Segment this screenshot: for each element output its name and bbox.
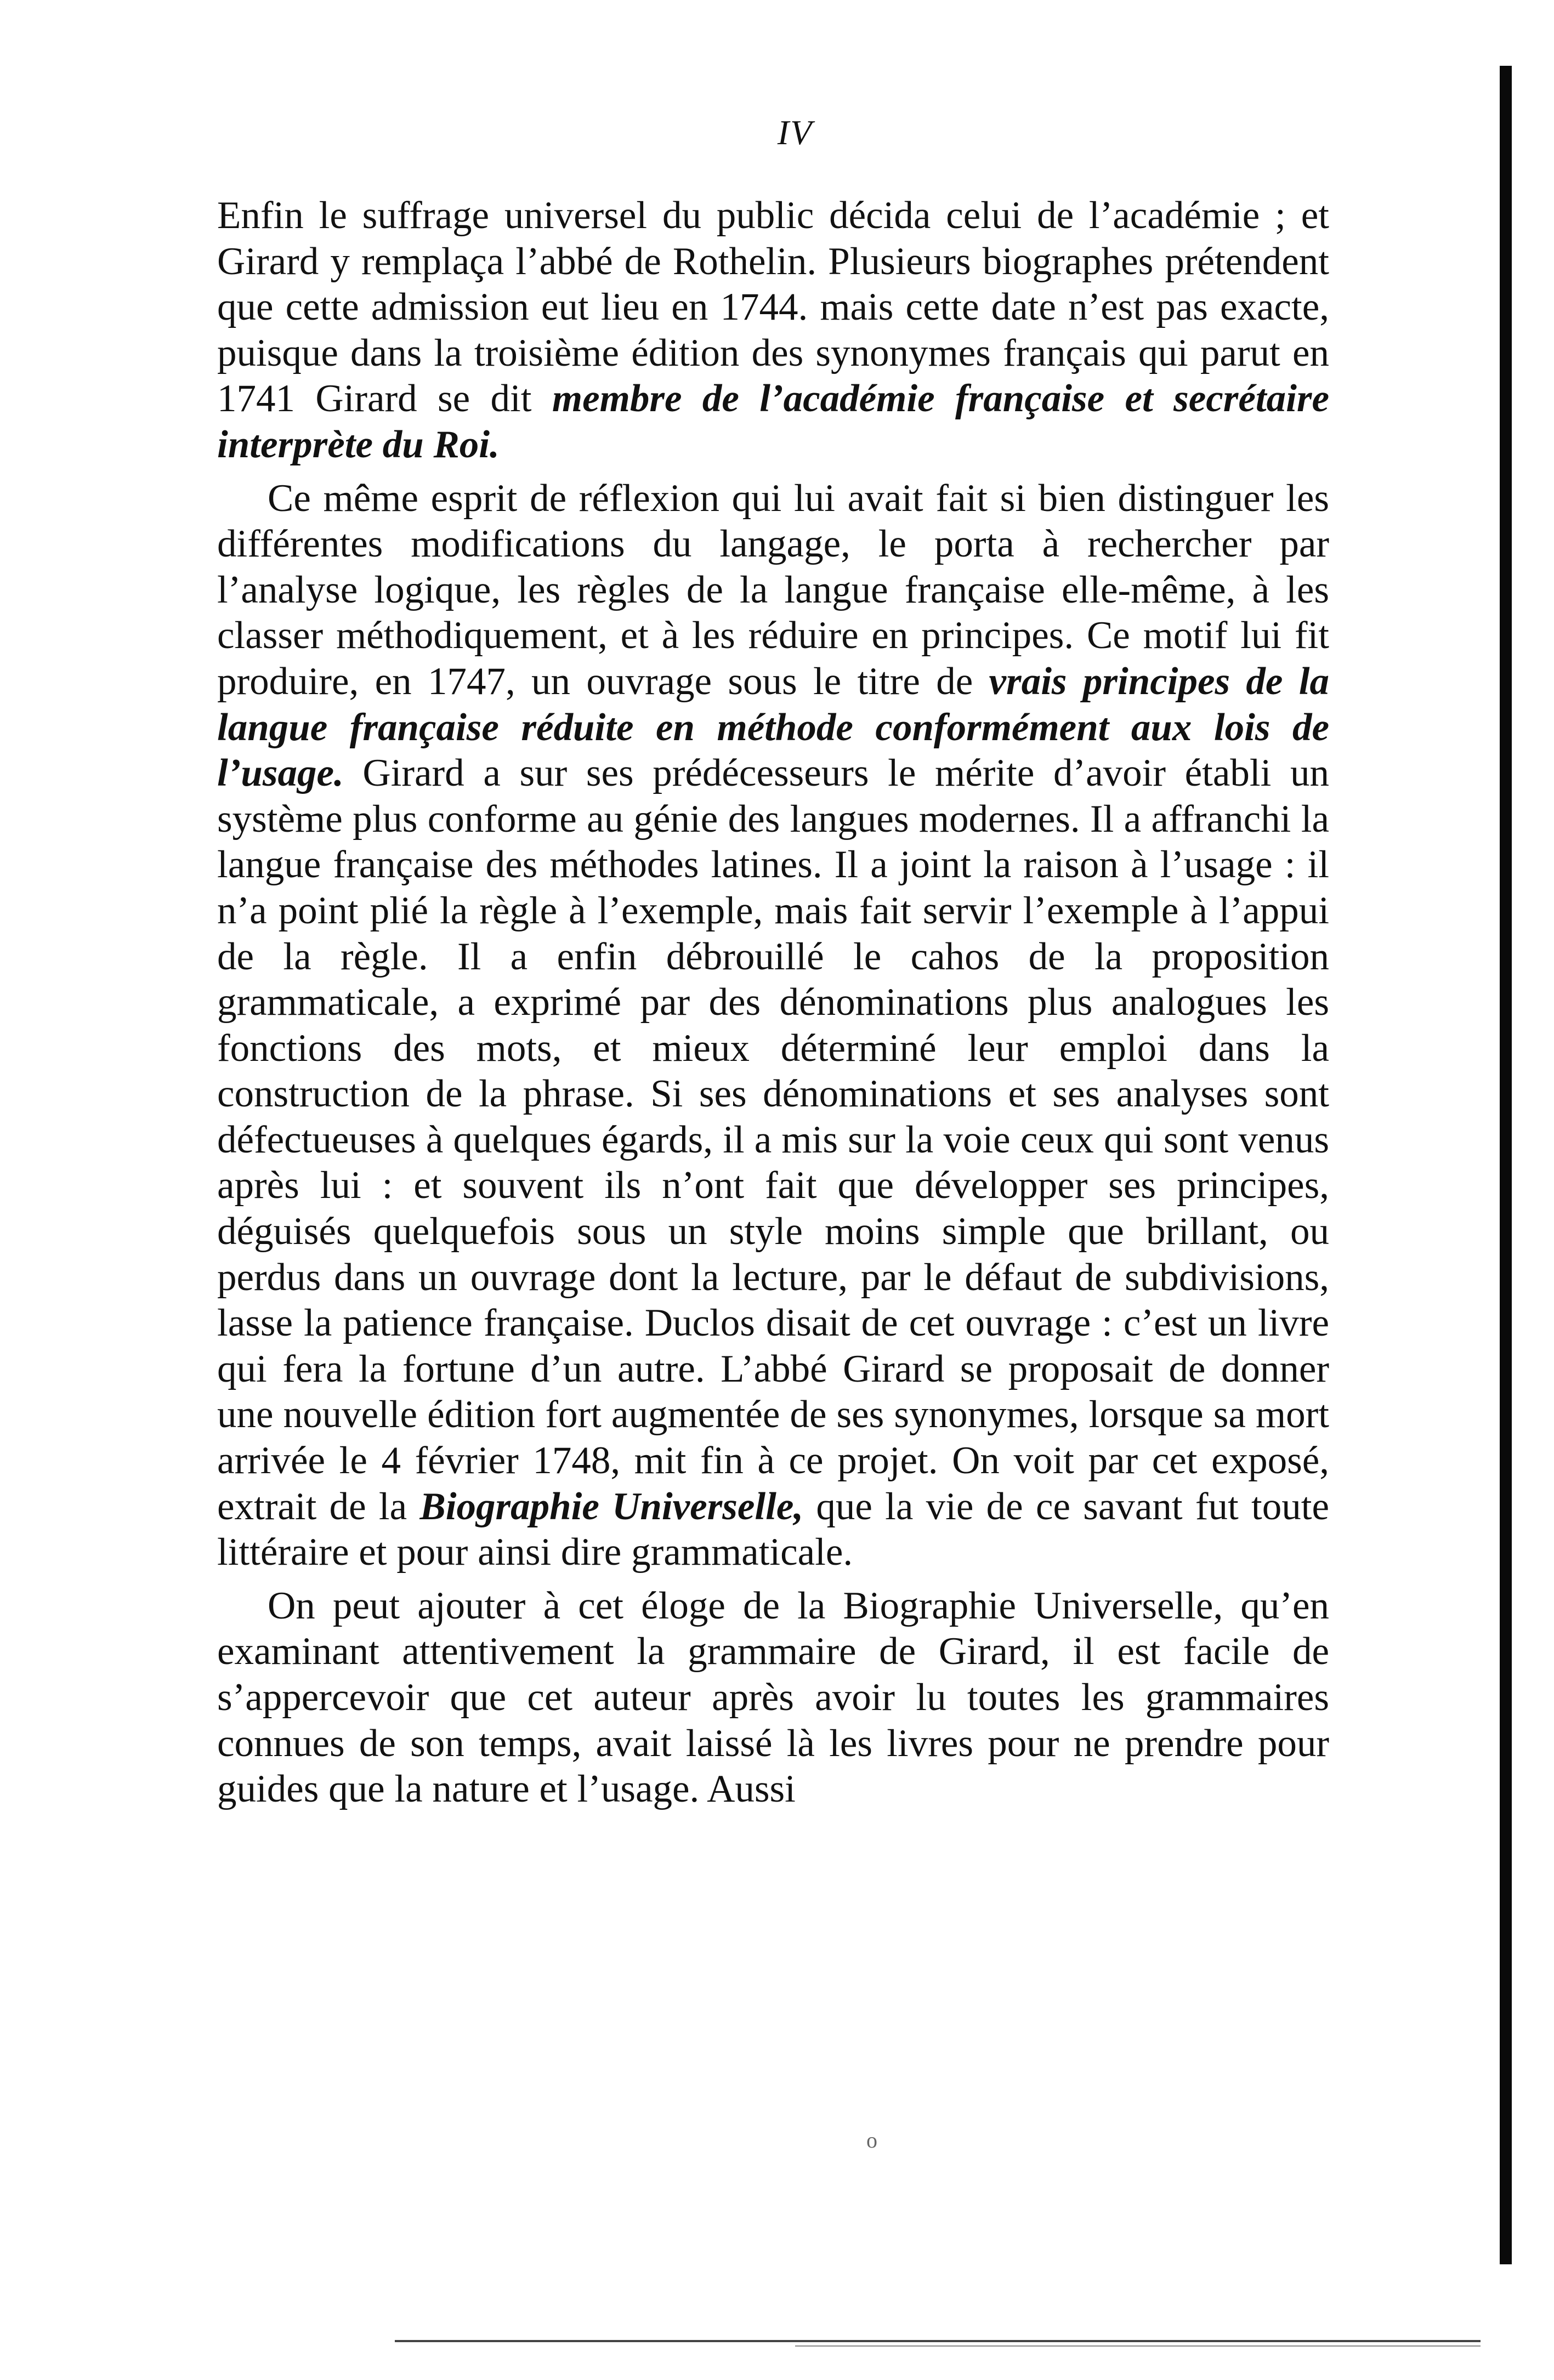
text-run: Girard a sur ses prédécesseurs le mérite d’avoir établi un système plus conforme au génie des langues modernes. Il a affranchi la langue française des méthodes latines. Il a joint la raison à l’usage : il n’a point plié la règle à l’exemple, mais fait servir l’exemple à l’appui de la règle. Il a enfin débrouillé le cahos de la proposition grammaticale, a exprimé par des dénominations plus analogues les fonctions des mots, et mieux déterminé leur emploi dans la construction de la phrase. Si ses dénominations et ses analyses sont défectueuses à quelques égards, il a mis sur la voie ceux qui sont venus après lui : et souvent ils n’ont fait que développer ses principes, déguisés quelquefois sous un style moins simple que brillant, ou perdus dans un ouvrage dont la lecture, par le défaut de subdivisions, lasse la patience française. Duclos disait de cet ouvrage : c’est un livre qui fera la fortune d’un autre. L’abbé Girard se proposait de donner une nouvelle édition fort augmentée de ses synonymes, lorsque sa mort arrivée le 4 février 1748, mit fin à ce projet. On voit par cet exposé, extrait de la xyxy=(217,752,1329,1528)
paragraph-2 xyxy=(217,476,1329,1576)
bottom-scan-line xyxy=(395,2340,1481,2342)
page-number: IV xyxy=(777,113,813,152)
italic-run: vrais principes de la langue française réduite en méthode conformément aux lois de l’usage. xyxy=(217,660,1330,795)
text-run: Enfin le suffrage universel du public décida celui de l’académie ; et Girard y remplaça l’abbé de Rothelin. Plusieurs biographes prétendent que cette admission eut lieu en 1744. mais cette date n’est pas exacte, puisque dans la troisième édition des synonymes français qui parut en 1741 Girard se dit xyxy=(217,194,1329,421)
body-text xyxy=(217,193,1329,1813)
paragraph-3 xyxy=(217,1583,1329,1813)
text-run: que la vie de ce savant fut toute littéraire et pour ainsi dire grammaticale. xyxy=(217,1485,1329,1574)
text-run: On peut ajouter à cet éloge de la Biographie Universelle, qu’en examinant attentivement la grammaire de Girard, il est facile de s’appercevoir que cet auteur après avoir lu toutes les grammaires connues de son temps, avait laissé là les livres pour ne prendre pour guides que la nature et l’usage. Aussi xyxy=(217,1584,1329,1811)
italic-run: membre de l’académie française et secrétaire interprète du Roi. xyxy=(217,377,1330,466)
bottom-scan-line-faint xyxy=(795,2345,1481,2347)
italic-run: Biographie Universelle, xyxy=(419,1485,804,1528)
stray-mark: o xyxy=(866,2128,877,2152)
paragraph-1 xyxy=(217,193,1329,468)
text-run: Ce même esprit de réflexion qui lui avait fait si bien distinguer les différentes modifications du langage, le porta à rechercher par l’analyse logique, les règles de la langue française elle-même, à les classer méthodiquement, et à les réduire en principes. Ce motif lui fit produire, en 1747, un ouvrage sous le titre de xyxy=(217,476,1329,703)
page-edge-shadow xyxy=(1500,66,1512,2264)
